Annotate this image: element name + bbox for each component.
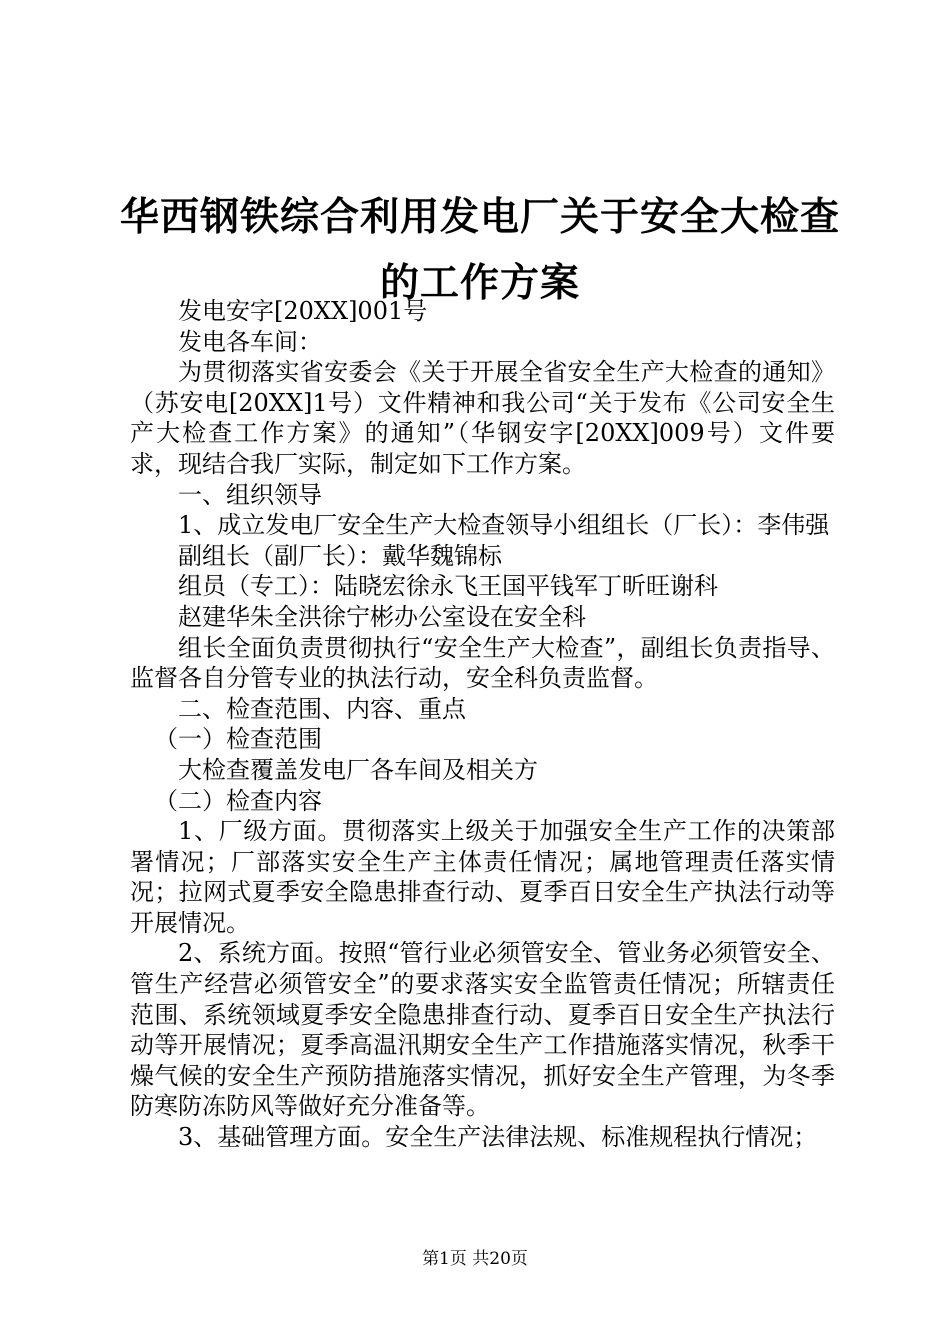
document-body xyxy=(130,296,835,1153)
document-number: 发电安字[20XX]001号 xyxy=(178,297,428,325)
paragraph-leader: 1、成立发电厂安全生产大检查领导小组组长（厂长）：李伟强 xyxy=(178,511,830,540)
intro-paragraph: 为贯彻落实省安委会《关于开展全省安全生产大检查的通知》（苏安电[20XX]1号）文件精神和我公司“关于发布《公司安全生产大检查工作方案》的通知”（华钢安字[20XX]009号）文件要求，现结合我厂实际，制定如下工作方案。 xyxy=(130,358,835,478)
page-footer: 第1页 共20页 xyxy=(422,1249,528,1269)
paragraph-basic-management: 3、基础管理方面。安全生产法律法规、标准规程执行情况； xyxy=(178,1123,818,1152)
section-heading-scope: 二、检查范围、内容、重点 xyxy=(178,694,466,723)
paragraph-deputy-leader: 副组长（副厂长）：戴华魏锦标 xyxy=(178,541,502,570)
recipient-line: 发电各车间： xyxy=(178,327,322,356)
section-heading-organization: 一、组织领导 xyxy=(178,480,322,509)
paragraph-system-level: 2、系统方面。按照“管行业必须管安全、管业务必须管安全、管生产经营必须管安全”的要求落实安全监管责任情况；所辖责任范围、系统领域夏季安全隐患排查行动、夏季百日安全生产执法行动等开展情况；夏季高温汛期安全生产工作措施落实情况，秋季干燥气候的安全生产预防措施落实情况，抓好安全生产管理，为冬季防寒防冻防风等做好充分准备等。 xyxy=(130,939,835,1121)
paragraph-members-cont: 赵建华朱全洪徐宁彬办公室设在安全科 xyxy=(178,602,586,631)
paragraph-plant-level: 1、厂级方面。贯彻落实上级关于加强安全生产工作的决策部署情况；厂部落实安全生产主体责任情况；属地管理责任落实情况；拉网式夏季安全隐患排查行动、夏季百日安全生产执法行动等开展情况。 xyxy=(130,817,835,937)
paragraph-responsibilities: 组长全面负责贯彻执行“安全生产大检查”，副组长负责指导、监督各自分管专业的执法行动，安全科负责监督。 xyxy=(130,633,835,693)
paragraph-members: 组员（专工）：陆晓宏徐永飞王国平钱军丁昕旺谢科 xyxy=(178,572,718,601)
document-title: 华西钢铁综合利用发电厂关于安全大检查的工作方案 xyxy=(119,194,840,306)
subheading-content: （二）检查内容 xyxy=(154,786,322,815)
subheading-scope: （一）检查范围 xyxy=(154,725,322,754)
paragraph-scope: 大检查覆盖发电厂各车间及相关方 xyxy=(178,755,538,784)
